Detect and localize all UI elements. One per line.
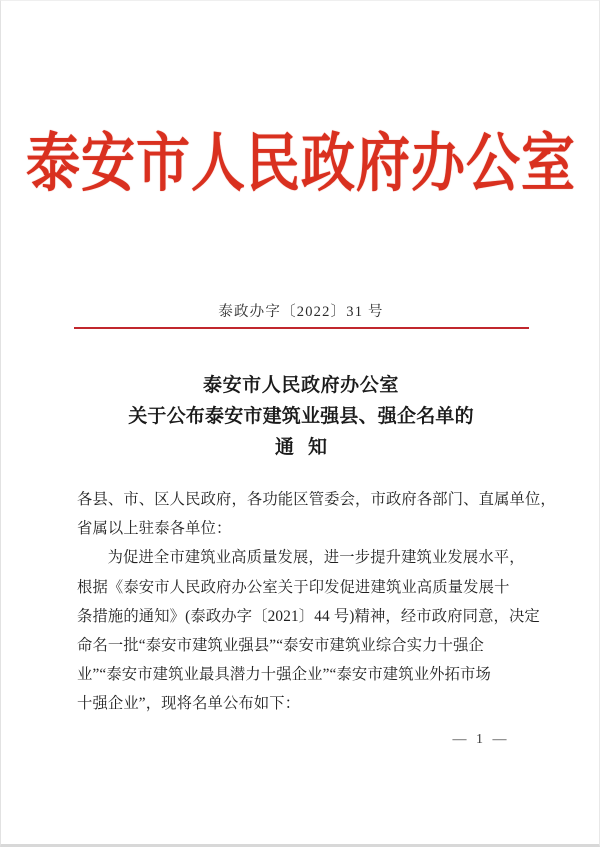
body-block (77, 485, 556, 719)
title-block (1, 370, 600, 462)
title-subject-line: 关于公布泰安市建筑业强县、强企名单的 (128, 404, 474, 427)
paragraph-line-2: 根据《泰安市人民政府办公室关于印发促进建筑业高质量发展十 (77, 578, 510, 596)
paragraph-line-4: 命名一批“泰安市建筑业强县”“泰安市建筑业综合实力十强企 (77, 637, 484, 655)
document-number: 泰政办字〔2022〕31 号 (218, 304, 384, 320)
red-separator-rule (74, 327, 529, 329)
title-issuer-line: 泰安市人民政府办公室 (202, 374, 399, 396)
paragraph-line-1: 为促进全市建筑业高质量发展，进一步提升建筑业发展水平， (107, 549, 525, 567)
paragraph-line-5: 业”“泰安市建筑业最具潜力十强企业”“泰安市建筑业外拓市场 (77, 666, 491, 684)
letterhead (1, 124, 600, 201)
page-number: — 1 — (452, 732, 510, 747)
addressee-line-1: 各县、市、区人民政府，各功能区管委会，市政府各部门、直属单位， (77, 491, 556, 508)
addressee-line-2: 省属以上驻泰各单位： (77, 520, 232, 538)
title-kind-line: 通知 (274, 435, 341, 458)
page-footer (1, 732, 600, 748)
paragraph-line-6: 十强企业”，现将名单公布如下： (77, 695, 301, 713)
letterhead-title: 泰安市人民政府办公室 (26, 124, 576, 201)
paragraph-line-3: 条措施的通知》(泰政办字〔2021〕44 号)精神，经市政府同意，决定 (77, 607, 540, 625)
